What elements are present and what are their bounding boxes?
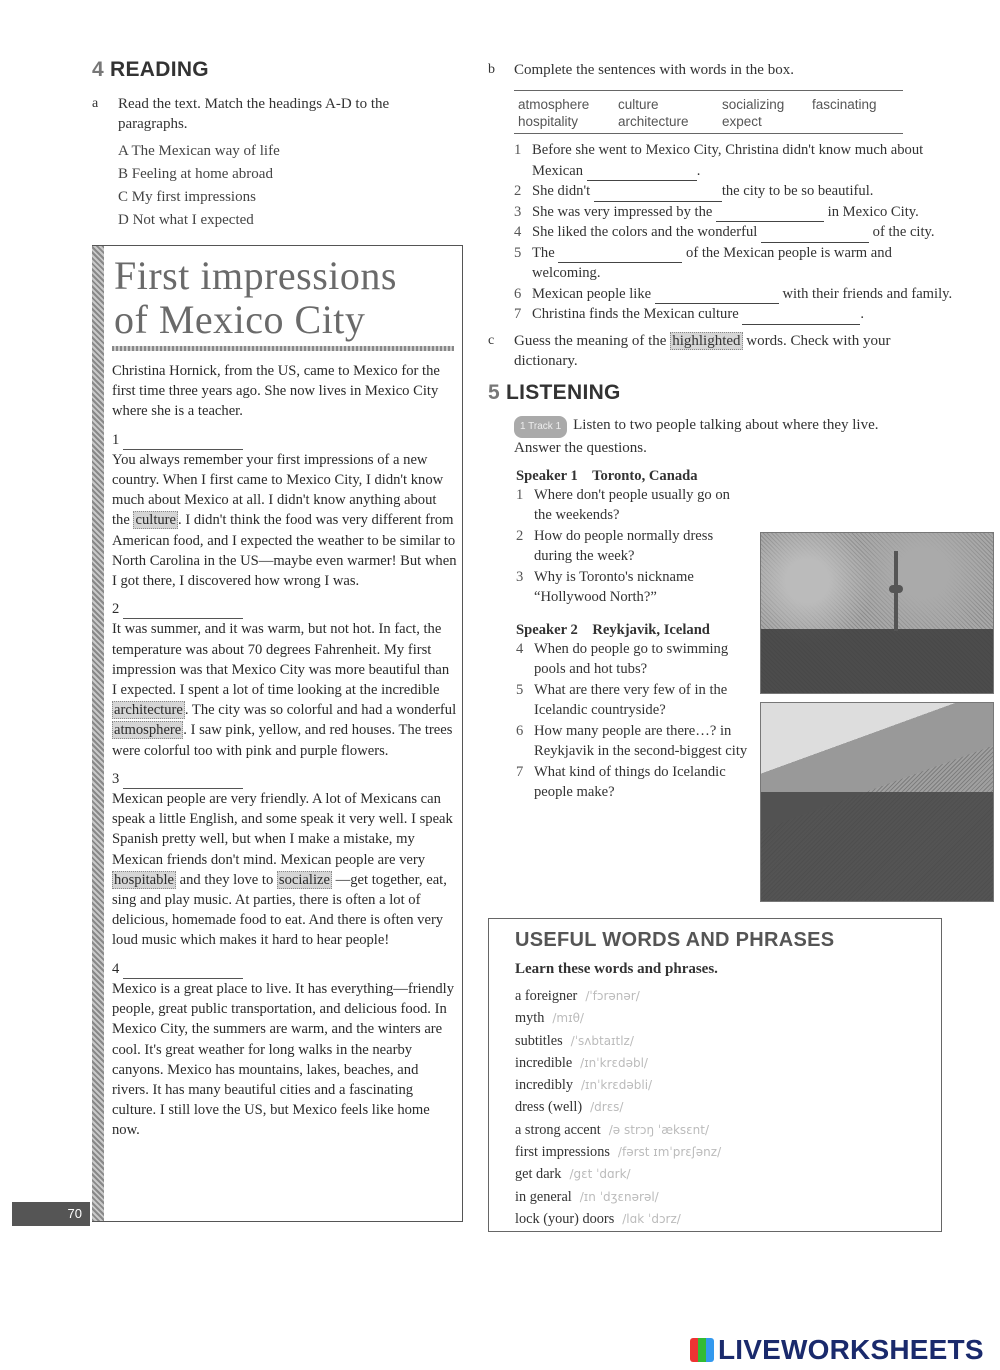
- paragraph-3-number: 3: [112, 770, 120, 787]
- highlight-atmosphere: atmosphere: [114, 722, 182, 739]
- exercise-a-instruction: [92, 94, 467, 134]
- useful-phonetic: /ɪnˈkrɛdəbli/: [580, 1078, 653, 1093]
- liveworksheets-logo-icon: [690, 1338, 714, 1362]
- paragraph-2-blank[interactable]: [123, 604, 243, 619]
- paragraph-4: Mexico is a great place to live. It has everything—friendly people, great public transportation, and delicious food. In Mexico City, the summers are warm, and the winters are cool. It's great weather for long walks in the nearby canyons. Mexico has mountains, lakes, beaches, and rivers. It has many beautiful cities and a fascinating culture. I still love the US, but Mexico feels like home now.: [112, 980, 455, 1139]
- useful-item: [515, 1186, 721, 1208]
- sentence-3-blank[interactable]: [716, 207, 824, 222]
- listening-heading: [488, 381, 958, 405]
- question-5-number: 5: [516, 681, 524, 698]
- listening-title: LISTENING: [505, 380, 621, 404]
- sentence-5-number: 5: [514, 244, 522, 261]
- paragraph-1-heading-slot: [112, 430, 457, 450]
- article-decorative-bar: [92, 246, 104, 1221]
- useful-words-subtitle: Learn these words and phrases.: [515, 961, 718, 977]
- word-architecture: architecture: [618, 114, 689, 129]
- useful-item: [515, 1052, 721, 1074]
- speaker-1-label: Speaker 1 Toronto, Canada: [516, 467, 698, 484]
- reading-section: [92, 58, 467, 232]
- word-fascinating: fascinating: [812, 97, 877, 112]
- question-3-text: Why is Toronto's nickname “Hollywood North?”: [534, 568, 694, 605]
- paragraph-1: [112, 450, 457, 591]
- useful-word: in general: [515, 1188, 572, 1205]
- paragraph-1-text-b: . I didn't think the food was very different from American food, and I expected the weather to be similar to North Carolina in the US—maybe even warmer! But when I got there, I discovered how wrong I was.: [112, 512, 457, 590]
- useful-phonetic: /fərst ɪmˈprɛʃənz/: [617, 1145, 722, 1160]
- exercise-a-text: Read the text. Match the headings A-D to the paragraphs.: [118, 96, 390, 132]
- paragraph-4-heading-slot: [112, 959, 457, 979]
- exercise-a-letter: a: [92, 96, 99, 111]
- word-socializing: socializing: [722, 97, 785, 112]
- highlight-architecture: architecture: [114, 702, 183, 719]
- paragraph-3-text-b: and they love to: [176, 871, 277, 888]
- page-number: 70: [12, 1202, 90, 1226]
- useful-item: [515, 1163, 721, 1185]
- toronto-photo: [760, 532, 994, 694]
- useful-word: incredible: [515, 1054, 573, 1071]
- listening-instruction: [514, 415, 914, 458]
- heading-d: D Not what I expected: [118, 212, 254, 228]
- sentence-6-blank[interactable]: [655, 289, 779, 304]
- useful-item: [515, 985, 721, 1007]
- sentence-2-text-b: the city to be so beautiful.: [721, 183, 874, 199]
- sentence-7: [514, 304, 958, 325]
- word-hospitality: hospitality: [518, 114, 579, 129]
- paragraph-1-text-a: You always remember your first impressions of a new country. When I first came to Mexico City, I didn't know much about Mexico at all. I didn't know anything about the: [112, 451, 444, 529]
- paragraph-2-number: 2: [112, 601, 120, 618]
- useful-words-title: USEFUL WORDS AND PHRASES: [515, 929, 835, 951]
- paragraph-3-blank[interactable]: [123, 774, 243, 789]
- highlight-culture: culture: [135, 512, 177, 529]
- useful-word: incredibly: [515, 1077, 573, 1094]
- heading-b: B Feeling at home abroad: [118, 166, 273, 182]
- question-4: [516, 639, 748, 680]
- useful-phonetic: /mɪθ/: [552, 1011, 584, 1026]
- highlight-socialize: socialize: [278, 871, 330, 888]
- useful-phonetic: /drɛs/: [590, 1100, 624, 1115]
- article-title-line1: First impressions: [114, 253, 397, 298]
- useful-item: [515, 1030, 721, 1052]
- exercise-c-instruction: [488, 331, 958, 371]
- useful-item: [515, 1208, 721, 1230]
- word-box: [514, 90, 903, 134]
- paragraph-2-text-c: . I saw pink, yellow, and red houses. The trees were colorful too with pink and purple flowers.: [112, 722, 453, 759]
- sentence-1: [514, 140, 958, 181]
- paragraph-2-text-a: It was summer, and it was warm, but not hot. In fact, the temperature was about 70 degrees Fahrenheit. My first impression was that Mexico City was more beautiful than I expected. I spent a lot of time looking at the incredible: [112, 621, 450, 699]
- useful-item: [515, 1007, 721, 1029]
- useful-phonetic: /ə strɔŋ ˈæksɛnt/: [608, 1122, 710, 1137]
- article-title-line2: of Mexico City: [114, 297, 366, 342]
- paragraph-3-text-c: —get together, eat, sing and play music. At parties, there is often a lot of delicious, homemade food to eat. And there is often very loud music which makes it hard to hear people!: [112, 871, 447, 949]
- question-2-text: How do people normally dress during the week?: [534, 527, 714, 564]
- useful-item: [515, 1141, 721, 1163]
- question-6-text: How many people are there…? in Reykjavik in the second-biggest city: [534, 722, 748, 759]
- sentence-1-number: 1: [514, 142, 522, 158]
- question-2: [516, 526, 748, 567]
- word-culture: culture: [618, 97, 659, 112]
- useful-item: [515, 1074, 721, 1096]
- article-title: [114, 254, 397, 342]
- question-1-text: Where don't people usually go on the weekends?: [534, 486, 730, 523]
- word-atmosphere: atmosphere: [518, 97, 590, 112]
- sentence-3-number: 3: [514, 203, 522, 220]
- exercise-c-letter: c: [488, 332, 495, 348]
- exercise-c-text-a: Guess the meaning of the: [514, 332, 671, 349]
- sentence-5-text-b: of the Mexican people is warm and welcoming.: [532, 244, 892, 281]
- sentence-6-text-b: with their friends and family.: [782, 285, 953, 302]
- sentence-5-text-a: The: [532, 244, 555, 261]
- exercise-c-text: [514, 331, 934, 371]
- highlight-highlighted: highlighted: [672, 332, 741, 349]
- paragraph-3-heading-slot: [112, 769, 457, 789]
- paragraph-2-text-b: . The city was so colorful and had a wonderful: [184, 702, 457, 719]
- sentence-4-number: 4: [514, 224, 522, 240]
- question-2-number: 2: [516, 527, 524, 544]
- article-body: [112, 361, 457, 1141]
- useful-phonetic: /ˈsʌbtaɪtlz/: [570, 1033, 634, 1048]
- sentence-5-blank[interactable]: [558, 248, 682, 263]
- useful-phonetic: /gɛt ˈdɑrk/: [569, 1167, 631, 1182]
- cn-tower-pod: [889, 585, 903, 593]
- heading-c: C My first impressions: [118, 189, 256, 205]
- question-3-number: 3: [516, 568, 524, 585]
- sentence-3-text-b: in Mexico City.: [827, 203, 919, 220]
- paragraph-4-number: 4: [112, 960, 120, 977]
- sentence-7-text-b: .: [860, 306, 865, 322]
- question-3: [516, 567, 748, 608]
- listening-number: 5: [488, 380, 500, 404]
- sentence-4-text-a: She liked the colors and the wonderful: [532, 224, 758, 240]
- reykjavik-photo: [760, 702, 994, 902]
- exercise-c-text-b: words. Check with your dictionary.: [514, 332, 891, 369]
- question-1: [516, 485, 748, 526]
- sentence-3: [514, 202, 958, 223]
- useful-word: lock (your) doors: [515, 1210, 615, 1227]
- exercise-b-instruction: [488, 60, 958, 80]
- paragraph-4-blank[interactable]: [123, 964, 243, 979]
- sentence-2-text-a: She didn't: [532, 183, 591, 199]
- speaker-2-questions: [516, 639, 748, 803]
- question-6-number: 6: [516, 722, 524, 739]
- paragraph-3: [112, 789, 457, 951]
- article-box: [92, 245, 463, 1222]
- useful-item: [515, 1119, 721, 1141]
- article-intro: Christina Hornick, from the US, came to Mexico for the first time three years ago. She now lives in Mexico City where she is a teacher.: [112, 363, 440, 420]
- paragraph-2-heading-slot: [112, 599, 457, 619]
- sentence-2-number: 2: [514, 183, 522, 199]
- useful-word: a foreigner: [515, 988, 578, 1004]
- useful-word: subtitles: [515, 1032, 563, 1049]
- useful-words-list: [515, 985, 721, 1230]
- exercise-b-text: Complete the sentences with words in the box.: [514, 62, 794, 78]
- useful-item: [515, 1096, 721, 1118]
- useful-word: get dark: [515, 1166, 562, 1183]
- sentence-4: [514, 222, 958, 243]
- liveworksheets-logo-text: LIVEWORKSHEETS: [718, 1334, 984, 1365]
- sentence-1-blank[interactable]: [587, 166, 697, 181]
- reading-heading: [92, 58, 467, 82]
- speaker-2-label: Speaker 2 Reykjavik, Iceland: [516, 621, 710, 638]
- highlight-hospitable: hospitable: [114, 871, 174, 888]
- question-7-text: What kind of things do Icelandic people make?: [534, 763, 726, 800]
- useful-word: myth: [515, 1010, 545, 1027]
- liveworksheets-logo[interactable]: [690, 1334, 984, 1366]
- listening-instruction-text: Listen to two people talking about where they live. Answer the questions.: [514, 416, 879, 456]
- question-4-text: When do people go to swimming pools and hot tubs?: [534, 640, 729, 677]
- sentence-1-text-b: .: [696, 162, 701, 179]
- sentence-7-number: 7: [514, 306, 522, 322]
- question-7-number: 7: [516, 763, 524, 780]
- question-5-text: What are there very few of in the Icelandic countryside?: [534, 681, 728, 718]
- sentence-7-blank[interactable]: [742, 310, 860, 325]
- word-expect: expect: [722, 114, 762, 129]
- useful-word: first impressions: [515, 1144, 610, 1161]
- article-title-rule: [112, 346, 454, 351]
- sentence-6-text-a: Mexican people like: [532, 285, 652, 302]
- sentence-2: [514, 181, 958, 202]
- useful-phonetic: /lɑk ˈdɔrz/: [622, 1211, 681, 1226]
- sentence-7-text-a: Christina finds the Mexican culture: [532, 306, 739, 322]
- speaker-1-questions: [516, 485, 748, 608]
- heading-a: A The Mexican way of life: [118, 143, 280, 159]
- useful-phonetic: /ˈfɔrənər/: [585, 989, 640, 1003]
- useful-phonetic: /ɪnˈkrɛdəbl/: [580, 1055, 648, 1070]
- useful-word: dress (well): [515, 1099, 583, 1116]
- reading-number: 4: [92, 58, 104, 81]
- headings-list: [118, 140, 467, 232]
- sentence-3-text-a: She was very impressed by the: [532, 203, 713, 220]
- audio-track-badge[interactable]: 1 Track 1: [514, 416, 567, 438]
- sentence-2-blank[interactable]: [594, 187, 722, 202]
- question-4-number: 4: [516, 640, 524, 657]
- question-7: [516, 762, 748, 803]
- paragraph-2: [112, 619, 457, 760]
- sentence-6-number: 6: [514, 285, 522, 302]
- useful-phonetic: /ɪn ˈdʒɛnərəl/: [579, 1189, 659, 1204]
- question-6: [516, 721, 748, 762]
- useful-word: a strong accent: [515, 1121, 601, 1138]
- question-1-number: 1: [516, 486, 524, 503]
- sentence-5: [514, 243, 958, 284]
- sentence-6: [514, 284, 958, 305]
- sentence-1-text-a: Before she went to Mexico City, Christina didn't know much about Mexican: [532, 142, 924, 179]
- reading-title: READING: [109, 58, 209, 81]
- paragraph-1-number: 1: [112, 431, 120, 448]
- sentence-4-blank[interactable]: [761, 228, 869, 243]
- question-5: [516, 680, 748, 721]
- paragraph-3-text-a: Mexican people are very friendly. A lot of Mexicans can speak a little English, and some speak it very well. I speak Spanish pretty well, but when I make a mistake, my Mexican friends don't mind. Mexican people are very: [112, 791, 453, 868]
- exercise-b-sentences: [514, 140, 958, 325]
- paragraph-1-blank[interactable]: [123, 435, 243, 450]
- exercise-b-letter: b: [488, 62, 495, 77]
- useful-words-box: [488, 918, 942, 1232]
- sentence-4-text-b: of the city.: [872, 224, 935, 240]
